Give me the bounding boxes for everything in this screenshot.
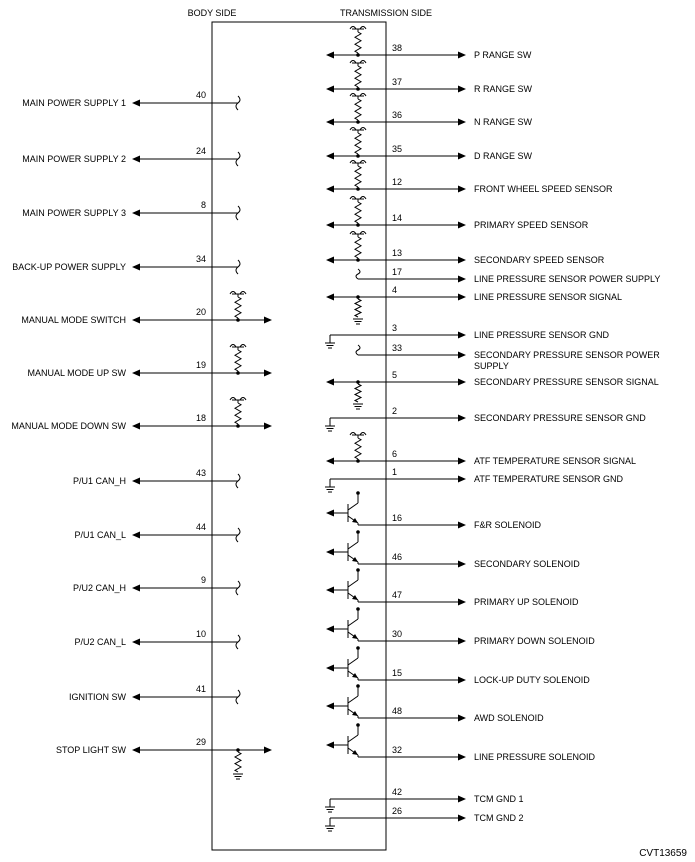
arrow-right-icon <box>458 52 466 59</box>
right-signal-14 <box>326 197 589 231</box>
right-signal-15 <box>326 646 590 685</box>
signal-label: MANUAL MODE UP SW <box>27 368 126 378</box>
signal-label: STOP LIGHT SW <box>55 745 126 755</box>
resistor-icon <box>235 403 241 424</box>
junction-dot <box>356 87 360 91</box>
arrow-right-icon <box>458 415 466 422</box>
arrow-right-icon <box>458 352 466 359</box>
right-signal-group <box>325 27 660 832</box>
pin-number: 19 <box>195 360 206 370</box>
left-signal-10 <box>74 629 240 649</box>
arrow-left-icon <box>132 585 140 592</box>
signal-label: FRONT WHEEL SPEED SENSOR <box>474 184 613 194</box>
ground-icon <box>325 487 335 492</box>
pullup-resistor-icon <box>350 433 366 462</box>
arrow-right-icon <box>264 370 272 377</box>
signal-label: PRIMARY DOWN SOLENOID <box>474 636 595 646</box>
signal-label: IGNITION SW <box>69 692 126 702</box>
signal-label: LINE PRESSURE SENSOR SIGNAL <box>474 292 623 302</box>
junction-dot <box>236 318 240 322</box>
junction-dot <box>356 568 360 572</box>
resistor-icon <box>355 133 361 154</box>
arrow-left-icon <box>326 379 334 386</box>
pin-number: 15 <box>392 668 403 678</box>
junction-dot <box>356 607 360 611</box>
arrow-right-icon <box>264 317 272 324</box>
signal-label: MAIN POWER SUPPLY 2 <box>22 154 126 164</box>
signal-label: AWD SOLENOID <box>474 713 544 723</box>
signal-label: MAIN POWER SUPPLY 1 <box>22 98 126 108</box>
pin-number: 5 <box>392 370 398 380</box>
collector <box>348 658 358 665</box>
ground-icon <box>325 807 335 812</box>
right-signal-35 <box>326 128 533 162</box>
pin-number: 42 <box>392 787 403 797</box>
signal-label: PRIMARY UP SOLENOID <box>474 597 579 607</box>
arrow-left-icon <box>132 317 140 324</box>
signal-label: ATF TEMPERATURE SENSOR GND <box>474 474 624 484</box>
arrow-left-icon <box>326 153 334 160</box>
pin-number: 29 <box>195 737 206 747</box>
arrow-left-icon <box>326 52 334 59</box>
collector <box>348 542 358 549</box>
signal-label: MAIN POWER SUPPLY 3 <box>22 208 126 218</box>
arrow-left-icon <box>132 100 140 107</box>
right-signal-46 <box>326 530 580 569</box>
junction-dot <box>356 223 360 227</box>
pullup-resistor-icon <box>350 197 366 226</box>
pin-number: 35 <box>392 144 403 154</box>
right-signal-6 <box>326 433 636 467</box>
right-signal-16 <box>326 491 542 530</box>
right-signal-33 <box>356 343 660 371</box>
ground-icon <box>325 426 335 431</box>
resistor-icon <box>235 350 241 371</box>
pullup-resistor-icon <box>350 232 366 261</box>
pin-number: 24 <box>195 146 206 156</box>
pin-number: 10 <box>195 629 206 639</box>
transmission-side-header: TRANSMISSION SIDE <box>339 8 433 18</box>
signal-label: P/U1 CAN_H <box>72 476 126 486</box>
signal-label: LINE PRESSURE SENSOR GND <box>474 330 610 340</box>
arrow-left-icon <box>132 694 140 701</box>
pin-number: 33 <box>392 343 403 353</box>
left-signal-29 <box>56 737 272 779</box>
ground-icon <box>353 404 363 409</box>
left-signal-40 <box>22 90 240 110</box>
left-signal-24 <box>22 146 240 166</box>
resistor-icon <box>355 66 361 87</box>
break-squiggle-icon <box>356 269 360 279</box>
pin-number: 40 <box>195 90 206 100</box>
arrow-right-icon <box>458 638 466 645</box>
pin-number: 20 <box>195 307 206 317</box>
left-signal-18 <box>11 398 272 432</box>
arrow-left-icon <box>326 222 334 229</box>
signal-label: TCM GND 2 <box>474 813 524 823</box>
pin-number: 32 <box>392 745 403 755</box>
arrow-left-icon <box>326 626 334 633</box>
arrow-left-icon <box>326 257 334 264</box>
body-side-header: BODY SIDE <box>187 8 237 18</box>
pin-number: 13 <box>392 248 403 258</box>
arrow-right-icon <box>458 561 466 568</box>
signal-label: LOCK-UP DUTY SOLENOID <box>474 675 590 685</box>
left-signal-34 <box>12 254 240 274</box>
signal-label: P/U2 CAN_L <box>74 637 126 647</box>
arrow-left-icon <box>326 510 334 517</box>
signal-label: LINE PRESSURE SENSOR POWER SUPPLY <box>474 274 661 284</box>
signal-label: N RANGE SW <box>474 117 533 127</box>
left-signal-group <box>11 90 272 779</box>
right-signal-30 <box>326 607 595 646</box>
arrow-left-icon <box>326 458 334 465</box>
junction-dot <box>356 53 360 57</box>
pin-number: 37 <box>392 77 403 87</box>
pin-number: 14 <box>392 213 403 223</box>
collector <box>348 580 358 587</box>
pullup-resistor-icon <box>350 61 366 90</box>
pin-number: 9 <box>200 575 206 585</box>
collector <box>348 619 358 626</box>
arrow-left-icon <box>132 639 140 646</box>
signal-label: SECONDARY PRESSURE SENSOR POWER <box>474 350 660 360</box>
signal-label-line2: SUPPLY <box>474 361 509 371</box>
signal-label: SECONDARY PRESSURE SENSOR GND <box>474 413 646 423</box>
signal-label: P RANGE SW <box>474 50 532 60</box>
arrow-right-icon <box>458 276 466 283</box>
signal-label: BACK-UP POWER SUPPLY <box>12 262 126 272</box>
signal-label: R RANGE SW <box>474 84 533 94</box>
pin-number: 1 <box>392 467 398 477</box>
arrow-left-icon <box>132 264 140 271</box>
arrow-right-icon <box>458 86 466 93</box>
arrow-left-icon <box>132 478 140 485</box>
resistor-icon <box>235 752 241 772</box>
arrow-left-icon <box>132 210 140 217</box>
pullup-resistor-icon <box>230 292 246 321</box>
signal-label: PRIMARY SPEED SENSOR <box>474 220 589 230</box>
pin-number: 38 <box>392 43 403 53</box>
arrow-left-icon <box>326 549 334 556</box>
arrow-right-icon <box>458 522 466 529</box>
pin-number: 48 <box>392 706 403 716</box>
ground-icon <box>325 343 335 348</box>
pin-number: 44 <box>195 522 206 532</box>
tcm-box <box>212 22 386 850</box>
pin-number: 41 <box>195 684 206 694</box>
right-signal-2 <box>325 406 646 431</box>
pullup-resistor-icon <box>350 94 366 123</box>
resistor-icon <box>355 237 361 258</box>
junction-dot <box>356 154 360 158</box>
pullup-resistor-icon <box>350 128 366 157</box>
pin-number: 46 <box>392 552 403 562</box>
pin-number: 18 <box>195 413 206 423</box>
left-signal-19 <box>27 345 272 379</box>
right-signal-13 <box>326 232 605 266</box>
right-signal-42 <box>325 787 524 812</box>
signal-label: SECONDARY SPEED SENSOR <box>474 255 605 265</box>
ground-icon <box>353 319 363 324</box>
right-signal-37 <box>326 61 533 95</box>
signal-label: MANUAL MODE SWITCH <box>21 315 126 325</box>
emitter-arrow <box>352 518 358 523</box>
pullup-resistor-icon <box>350 27 366 56</box>
arrow-right-icon <box>458 332 466 339</box>
arrow-left-icon <box>326 587 334 594</box>
resistor-icon <box>355 32 361 53</box>
right-signal-48 <box>326 684 544 723</box>
resistor-icon <box>355 299 361 317</box>
pin-number: 2 <box>392 406 398 416</box>
transistor-icon <box>326 491 360 525</box>
right-signal-47 <box>326 568 579 607</box>
figure-code: CVT13659 <box>639 848 687 859</box>
arrow-right-icon <box>458 754 466 761</box>
junction-dot <box>356 723 360 727</box>
arrow-right-icon <box>458 677 466 684</box>
arrow-right-icon <box>264 423 272 430</box>
junction-dot <box>356 187 360 191</box>
resistor-icon <box>355 166 361 187</box>
junction-dot <box>356 530 360 534</box>
junction-dot <box>236 371 240 375</box>
resistor-icon <box>355 438 361 459</box>
pin-number: 17 <box>392 267 403 277</box>
signal-label: MANUAL MODE DOWN SW <box>11 421 126 431</box>
ground-icon <box>325 826 335 831</box>
resistor-icon <box>235 297 241 318</box>
arrow-right-icon <box>458 476 466 483</box>
right-signal-26 <box>325 806 524 831</box>
pin-number: 34 <box>195 254 206 264</box>
junction-dot <box>356 120 360 124</box>
emitter-arrow <box>352 557 358 562</box>
transistor-icon <box>326 607 360 641</box>
signal-label: SECONDARY PRESSURE SENSOR SIGNAL <box>474 377 659 387</box>
signal-label: ATF TEMPERATURE SENSOR SIGNAL <box>474 456 637 466</box>
emitter-arrow <box>352 673 358 678</box>
transistor-icon <box>326 684 360 718</box>
transistor-icon <box>326 530 360 564</box>
right-signal-36 <box>326 94 533 128</box>
pin-number: 36 <box>392 110 403 120</box>
collector <box>348 696 358 703</box>
collector <box>348 735 358 742</box>
pin-number: 43 <box>195 468 206 478</box>
pin-number: 6 <box>392 449 398 459</box>
signal-label: F&R SOLENOID <box>474 520 542 530</box>
arrow-left-icon <box>326 742 334 749</box>
arrow-left-icon <box>132 156 140 163</box>
junction-dot <box>356 491 360 495</box>
signal-label: D RANGE SW <box>474 151 533 161</box>
arrow-right-icon <box>458 715 466 722</box>
left-signal-41 <box>69 684 240 704</box>
emitter-arrow <box>352 595 358 600</box>
arrow-right-icon <box>458 153 466 160</box>
arrow-left-icon <box>132 747 140 754</box>
junction-dot <box>236 424 240 428</box>
left-signal-43 <box>73 468 240 488</box>
right-signal-32 <box>326 723 596 762</box>
signal-label: LINE PRESSURE SOLENOID <box>474 752 596 762</box>
pin-number: 30 <box>392 629 403 639</box>
arrow-left-icon <box>326 703 334 710</box>
junction-dot <box>356 646 360 650</box>
right-signal-5 <box>326 370 659 409</box>
arrow-right-icon <box>458 294 466 301</box>
right-signal-1 <box>325 467 624 492</box>
right-signal-38 <box>326 27 532 61</box>
pullup-resistor-icon <box>350 161 366 190</box>
left-signal-8 <box>22 200 240 220</box>
ground-icon <box>233 774 243 779</box>
transistor-icon <box>326 568 360 602</box>
right-signal-3 <box>325 323 610 348</box>
left-signal-9 <box>73 575 240 595</box>
resistor-icon <box>355 384 361 402</box>
arrow-right-icon <box>458 119 466 126</box>
junction-dot <box>356 258 360 262</box>
right-signal-17 <box>356 267 660 284</box>
arrow-left-icon <box>326 294 334 301</box>
arrow-left-icon <box>326 119 334 126</box>
signal-label: SECONDARY SOLENOID <box>474 559 580 569</box>
arrow-right-icon <box>264 747 272 754</box>
arrow-right-icon <box>458 186 466 193</box>
arrow-left-icon <box>132 370 140 377</box>
transistor-icon <box>326 723 360 757</box>
pullup-resistor-icon <box>230 345 246 374</box>
left-signal-44 <box>74 522 240 542</box>
emitter-arrow <box>352 634 358 639</box>
right-signal-4 <box>326 285 622 324</box>
emitter-arrow <box>352 711 358 716</box>
left-signal-20 <box>21 292 272 326</box>
pin-number: 16 <box>392 513 403 523</box>
arrow-left-icon <box>326 86 334 93</box>
break-squiggle-icon <box>356 345 360 355</box>
arrow-left-icon <box>132 423 140 430</box>
signal-label: P/U2 CAN_H <box>72 583 126 593</box>
right-signal-12 <box>326 161 613 195</box>
pin-number: 12 <box>392 177 403 187</box>
arrow-left-icon <box>132 532 140 539</box>
pin-number: 3 <box>392 323 398 333</box>
arrow-right-icon <box>458 222 466 229</box>
arrow-right-icon <box>458 796 466 803</box>
arrow-left-icon <box>326 665 334 672</box>
arrow-right-icon <box>458 599 466 606</box>
pullup-resistor-icon <box>230 398 246 427</box>
pin-number: 4 <box>392 285 398 295</box>
junction-dot <box>356 459 360 463</box>
resistor-icon <box>355 99 361 120</box>
transistor-icon <box>326 646 360 680</box>
pin-number: 26 <box>392 806 403 816</box>
arrow-right-icon <box>458 458 466 465</box>
resistor-icon <box>355 202 361 223</box>
pin-number: 8 <box>200 200 206 210</box>
collector <box>348 503 358 510</box>
emitter-arrow <box>352 750 358 755</box>
junction-dot <box>356 684 360 688</box>
arrow-right-icon <box>458 815 466 822</box>
signal-label: TCM GND 1 <box>474 794 524 804</box>
arrow-left-icon <box>326 186 334 193</box>
arrow-right-icon <box>458 379 466 386</box>
signal-label: P/U1 CAN_L <box>74 530 126 540</box>
arrow-right-icon <box>458 257 466 264</box>
pin-number: 47 <box>392 590 403 600</box>
